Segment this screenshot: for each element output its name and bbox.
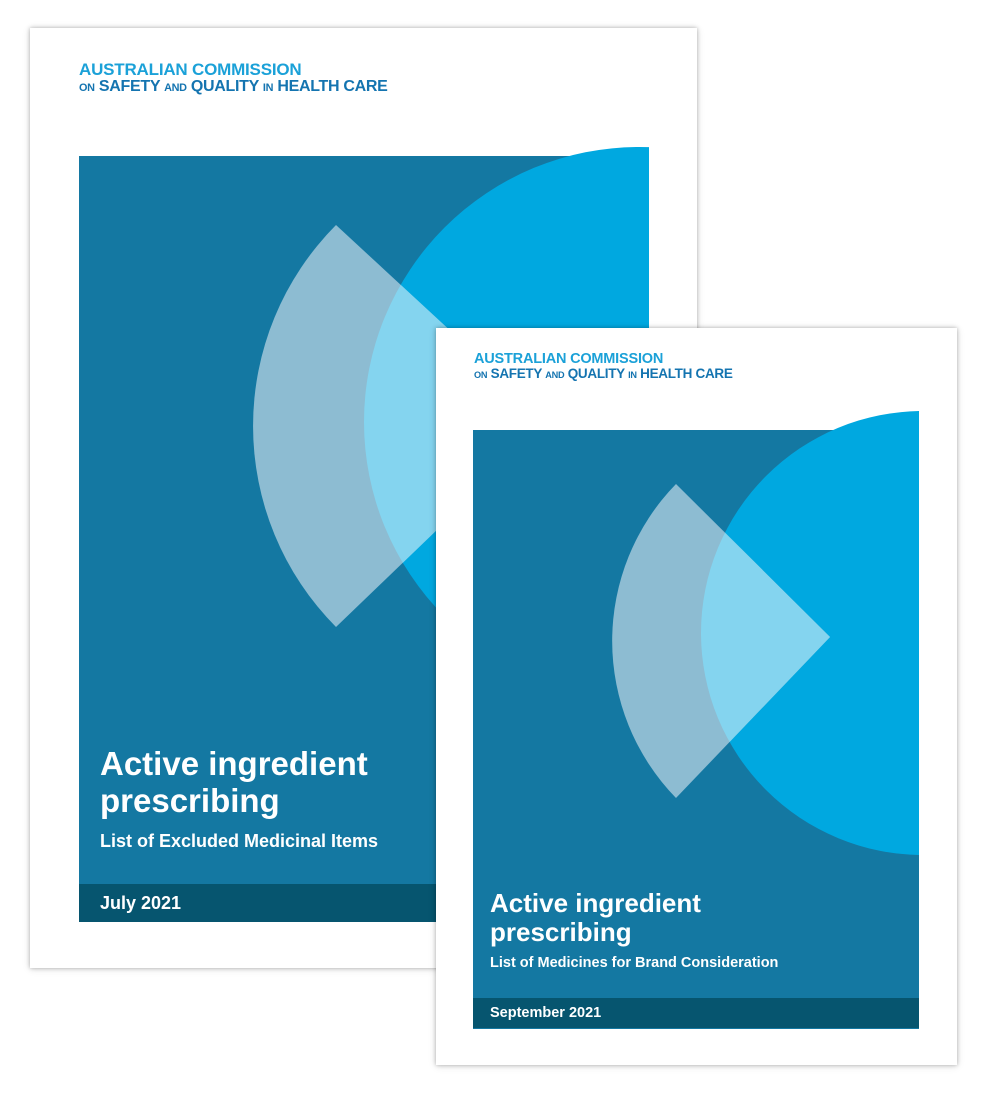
publication-date: July 2021 bbox=[79, 884, 649, 922]
cover-title: Active ingredient prescribing bbox=[490, 888, 701, 948]
cover-subtitle: List of Excluded Medicinal Items bbox=[100, 830, 379, 851]
logo-line-2: ON SAFETY AND QUALITY IN HEALTH CARE bbox=[474, 366, 733, 382]
publication-date: September 2021 bbox=[473, 998, 919, 1028]
cover-text bbox=[100, 746, 378, 852]
cover-title: Active ingredient prescribing bbox=[100, 745, 368, 819]
logo-line-1: AUSTRALIAN COMMISSION bbox=[474, 351, 664, 367]
logo-line-1: AUSTRALIAN COMMISSION bbox=[79, 60, 302, 79]
cover-subtitle: List of Medicines for Brand Consideration bbox=[490, 955, 779, 972]
cover-text bbox=[490, 889, 778, 971]
commission-logo bbox=[79, 61, 388, 96]
report-cover-brand-consideration bbox=[436, 328, 957, 1065]
logo-line-2: ON SAFETY AND QUALITY IN HEALTH CARE bbox=[79, 77, 388, 95]
commission-logo bbox=[474, 352, 733, 381]
